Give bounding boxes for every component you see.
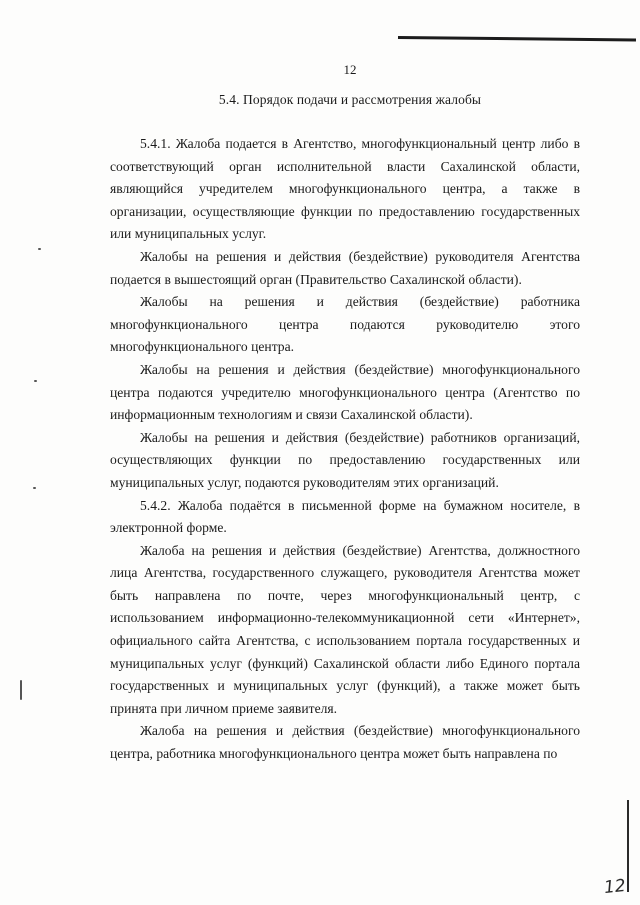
- scan-speck: [38, 248, 41, 250]
- page-number: 12: [343, 62, 357, 77]
- scan-speck: [34, 380, 37, 382]
- document-body: [110, 133, 580, 766]
- scan-speck: [20, 680, 22, 700]
- paragraph-mfc-employee-complaint: Жалобы на решения и действия (бездействие) работника многофункционального центра подаются руководителю этого многофункционального центра.: [110, 294, 580, 355]
- handwritten-page-number: 12: [603, 875, 627, 899]
- margin-line: [627, 800, 629, 892]
- paragraph-submission-channels: Жалоба на решения и действия (бездействие) Агентства, должностного лица Агентства, государственного служащего, руководителя Агентства может быть направлена по почте, через многофункциональный центр, с использованием информационно-телекоммуникационной сети «Интернет», официального сайта Агентства, с использованием портала государственных и муниципальных услуг (функций) Сахалинской области либо Единого портала государственных и муниципальных услуг (функций), а также может быть принята при личном приеме заявителя.: [110, 542, 580, 716]
- scan-speck: [33, 487, 36, 489]
- top-rule-line: [398, 36, 636, 41]
- paragraph-5-4-1: 5.4.1. Жалоба подается в Агентство, многофункциональный центр либо в соответствующий орган исполнительной власти Сахалинской области, являющийся учредителем многофункционального центра, а также в организации, осуществляющие функции по предоставлению государственных или муниципальных услуг.: [110, 136, 580, 242]
- paragraph-organization-complaint: Жалобы на решения и действия (бездействие) работников организаций, осуществляющих функции по предоставлению государственных или муниципальных услуг, подаются руководителям этих организаций.: [110, 429, 580, 490]
- section-heading: 5.4. Порядок подачи и рассмотрения жалобы: [218, 92, 482, 107]
- paragraph-mfc-submission: Жалоба на решения и действия (бездействие) многофункционального центра, работника многофункционального центра может быть направлена по: [110, 723, 580, 762]
- paragraph-mfc-complaint: Жалобы на решения и действия (бездействие) многофункционального центра подаются учредителю многофункционального центра (Агентство по информационным технологиям и связи Сахалинской области).: [110, 361, 580, 423]
- paragraph-head-complaint: Жалобы на решения и действия (бездействие) руководителя Агентства подается в вышестоящий орган (Правительство Сахалинской области).: [110, 248, 580, 287]
- paragraph-5-4-2: 5.4.2. Жалоба подаётся в письменной форме на бумажном носителе, в электронной форме.: [110, 497, 580, 536]
